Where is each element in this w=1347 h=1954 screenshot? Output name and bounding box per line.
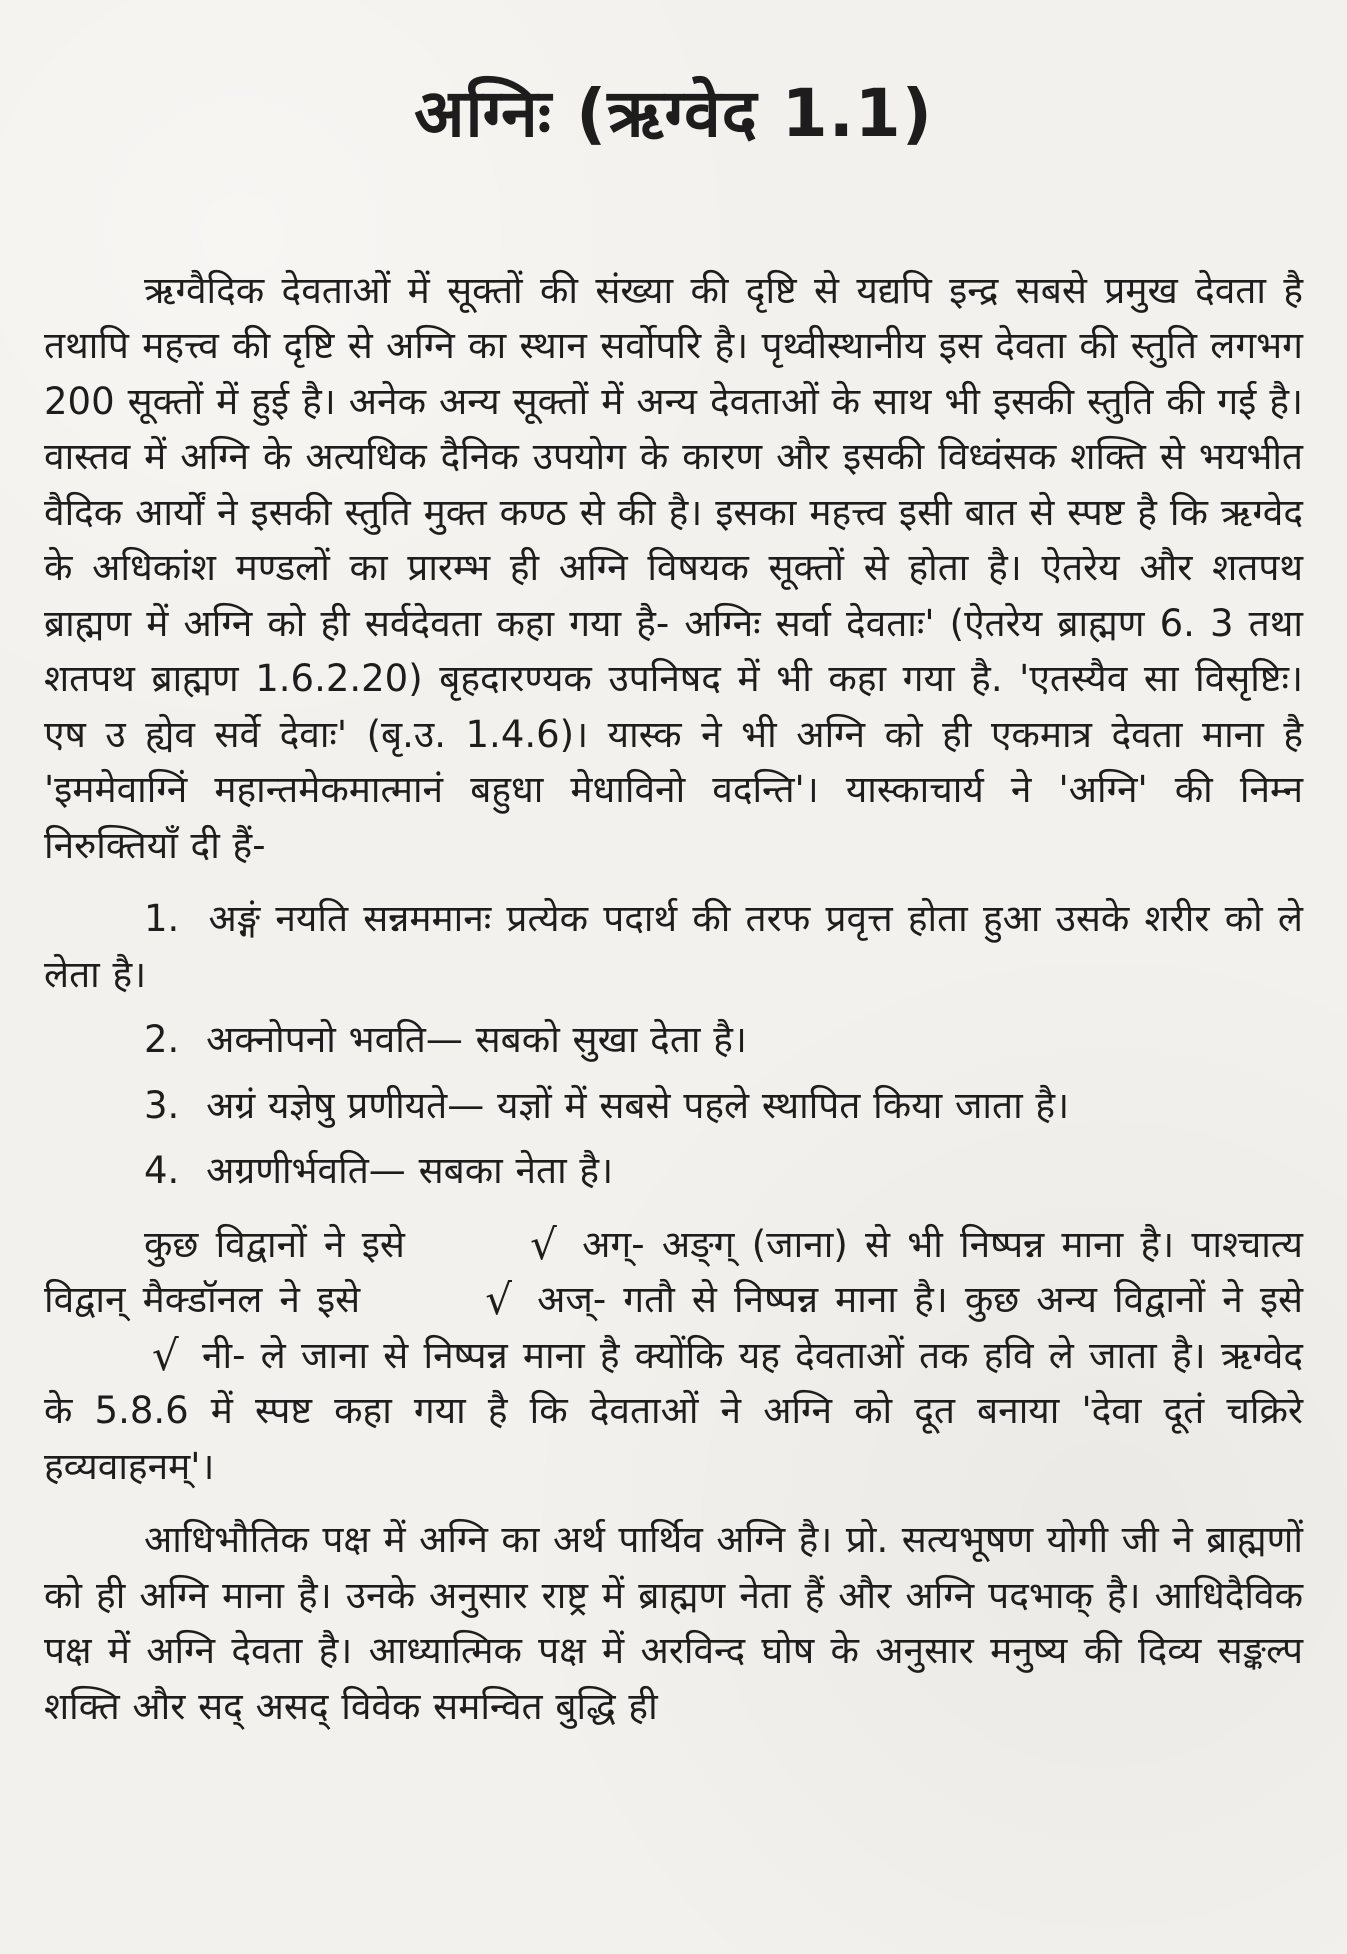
paragraph-text-segment: अज्- गतौ से निष्पन्न माना है। कुछ अन्य विद्वानों ने इसे [537,1278,1303,1322]
etymology-paragraph [44,1217,1303,1495]
list-item [44,1012,1303,1068]
document-body [44,263,1303,1735]
list-item-text: अग्रं यज्ञेषु प्रणीयते— यज्ञों में सबसे पहले स्थापित किया जाता है। [206,1083,1070,1127]
list-item-number: 4. [144,1149,180,1193]
paragraph-text-segment: अग्- अङ्ग् (जाना) से भी निष्पन्न माना है। पाश्चात्य विद्वान् मैक्डॉनल ने इसे [44,1222,1303,1322]
root-mark: √ [152,1330,179,1380]
list-item-number: 1. [144,897,180,941]
intro-paragraph: ऋग्वैदिक देवताओं में सूक्तों की संख्या की दृष्टि से यद्यपि इन्द्र सबसे प्रमुख देवता है तथापि महत्त्व की दृष्टि से अग्नि का स्थान सर्वोपरि है। पृथ्वीस्थानीय इस देवता की स्तुति लगभग 200 सूक्तों में हुई है। अनेक अन्य सूक्तों में अन्य देवताओं के साथ भी इसकी स्तुति की गई है। वास्तव में अग्नि के अत्यधिक दैनिक उपयोग के कारण और इसकी विध्वंसक शक्ति से भयभीत वैदिक आर्यों ने इसकी स्तुति मुक्त कण्ठ से की है। इसका महत्त्व इसी बात से स्पष्ट है कि ऋग्वेद के अधिकांश मण्डलों का प्रारम्भ ही अग्नि विषयक सूक्तों से होता है। ऐतरेय और शतपथ ब्राह्मण में अग्नि को ही सर्वदेवता कहा गया है- अग्निः सर्वा देवताः' (ऐतरेय ब्राह्मण 6. 3 तथा शतपथ ब्राह्मण 1.6.2.20) बृहदारण्यक उपनिषद में भी कहा गया है. 'एतस्यैव सा विसृष्टिः। एष उ ह्येव सर्वे देवाः' (बृ.उ. 1.4.6)। यास्क ने भी अग्नि को ही एकमात्र देवता माना है 'इममेवाग्निं महान्तमेकमात्मानं बहुधा मेधाविनो वदन्ति'। यास्काचार्य ने 'अग्नि' की निम्न निरुक्तियाँ दी हैं- [44,268,1303,867]
page-title: अग्निः (ऋग्वेद 1.1) [414,75,933,152]
list-item-number: 3. [144,1083,180,1127]
root-mark: √ [530,1219,557,1269]
list-item-number: 2. [144,1018,180,1062]
root-mark: √ [485,1275,513,1325]
interpretation-paragraph: आधिभौतिक पक्ष में अग्नि का अर्थ पार्थिव अग्नि है। प्रो. सत्यभूषण योगी जी ने ब्राह्मणों को ही अग्नि माना है। उनके अनुसार राष्ट्र में ब्राह्मण नेता हैं और अग्नि पदभाक् है। आधिदैविक पक्ष में अग्नि देवता है। आध्यात्मिक पक्ष में अरविन्द घोष के अनुसार मनुष्य की दिव्य सङ्कल्प शक्ति और सद् असद् विवेक समन्वित बुद्धि ही [44,1518,1303,1728]
list-item-text: अग्रणीर्भवति— सबका नेता है। [206,1149,614,1193]
paragraph-text-segment: कुछ विद्वानों ने इसे [144,1222,405,1266]
list-item-text: अक्नोपनो भवति— सबको सुखा देता है। [206,1018,747,1062]
etymology-list [44,891,1303,1199]
list-item [44,1078,1303,1134]
paragraph-text-segment: नी- ले जाना से निष्पन्न माना है क्योंकि यह देवताओं तक हवि ले जाता है। ऋग्वेद के 5.8.6 में स्पष्ट कहा गया है कि देवताओं ने अग्नि को दूत बनाया 'देवा दूतं चक्रिरे हव्यवाहनम्'। [44,1333,1304,1488]
list-item-text: अङ्गं नयति सन्नममानः प्रत्येक पदार्थ की तरफ प्रवृत्त होता हुआ उसके शरीर को ले लेता है। [44,897,1303,996]
list-item [44,1143,1303,1199]
list-item [44,891,1303,1002]
